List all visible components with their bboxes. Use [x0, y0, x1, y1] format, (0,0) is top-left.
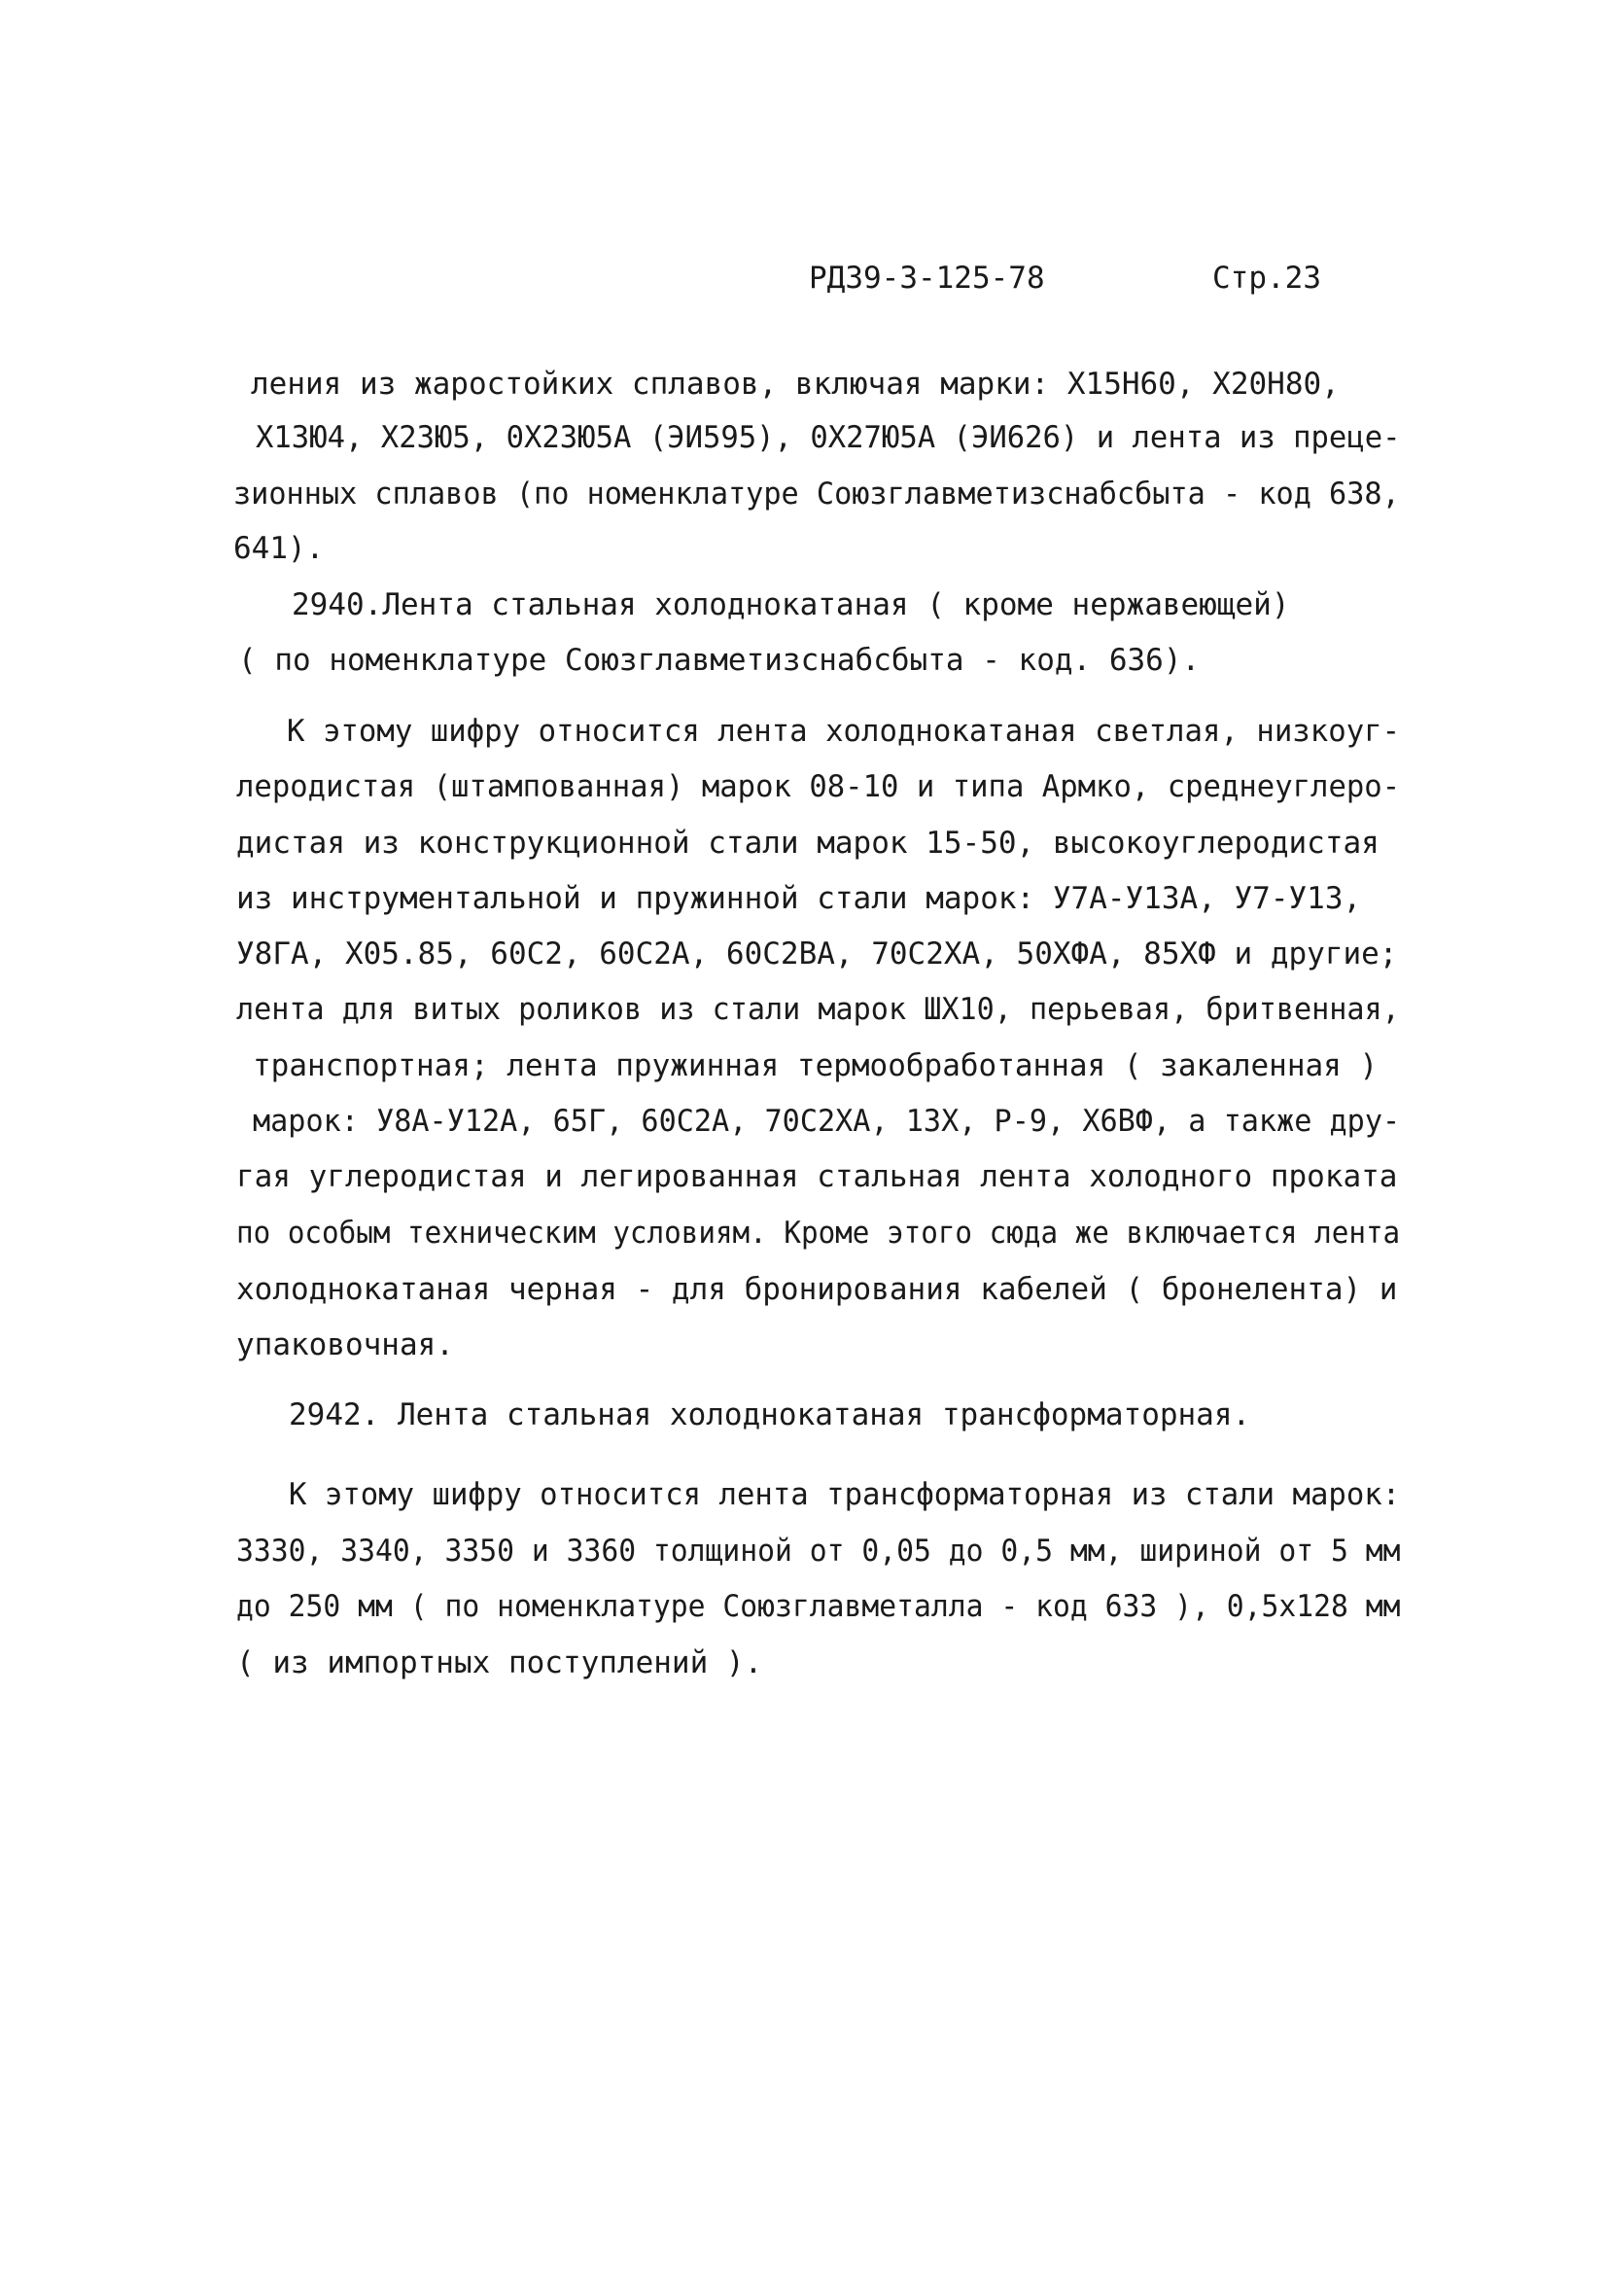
text-line: дистая из конструкционной стали марок 15-50, высокоуглеродистая — [236, 826, 1380, 861]
text-line: зионных сплавов (по номенклатуре Союзглавметизснабсбыта - код 638, — [233, 477, 1400, 512]
text-line: лента для витых роликов из стали марок ШХ10, перьевая, бритвенная, — [236, 992, 1400, 1027]
text-line: гая углеродистая и легированная стальная лента холодного проката — [236, 1159, 1398, 1194]
text-line: 2940.Лента стальная холоднокатаная ( кроме нержавеющей) — [292, 587, 1290, 622]
document-code: РД39-3-125-78 — [809, 261, 1045, 296]
text-line: упаковочная. — [236, 1327, 454, 1362]
text-line: холоднокатаная черная - для бронирования кабелей ( бронелента) и — [236, 1272, 1398, 1307]
text-line: К этому шифру относится лента холоднокатаная светлая, низкоуг- — [287, 714, 1401, 749]
text-line: 3330, 3340, 3350 и 3360 толщиной от 0,05 до 0,5 мм, шириной от 5 мм — [236, 1534, 1401, 1569]
text-line: транспортная; лента пружинная термообработанная ( закаленная ) — [253, 1048, 1379, 1083]
text-line: по особым техническим условиям. Кроме этого сюда же включается лента — [236, 1216, 1401, 1251]
text-line: 2942. Лента стальная холоднокатаная трансформаторная. — [289, 1397, 1251, 1432]
text-line: ( из импортных поступлений ). — [236, 1645, 763, 1680]
text-line: марок: У8А-У12А, 65Г, 60С2А, 70С2ХА, 13Х, Р-9, Х6ВФ, а также дру- — [253, 1104, 1401, 1139]
text-line: Х13Ю4, Х23Ю5, 0Х23Ю5А (ЭИ595), 0Х27Ю5А (ЭИ626) и лента из преце- — [256, 420, 1401, 455]
text-line: 641). — [233, 531, 325, 566]
text-line: К этому шифру относится лента трансформаторная из стали марок: — [289, 1477, 1401, 1512]
text-line: ( по номенклатуре Союзглавметизснабсбыта - код. 636). — [238, 643, 1201, 678]
text-line: леродистая (штампованная) марок 08-10 и типа Армко, среднеуглеро- — [236, 769, 1401, 804]
text-line: до 250 мм ( по номенклатуре Союзглавметалла - код 633 ), 0,5х128 мм — [236, 1589, 1401, 1624]
page-number: Стр.23 — [1212, 261, 1321, 296]
text-line: ления из жаростойких сплавов, включая марки: Х15Н60, Х20Н80, — [251, 367, 1340, 402]
text-line: У8ГА, Х05.85, 60С2, 60С2А, 60С2ВА, 70С2ХА, 50ХФА, 85ХФ и другие; — [236, 936, 1398, 971]
text-line: из инструментальной и пружинной стали марок: У7А-У13А, У7-У13, — [236, 881, 1362, 916]
